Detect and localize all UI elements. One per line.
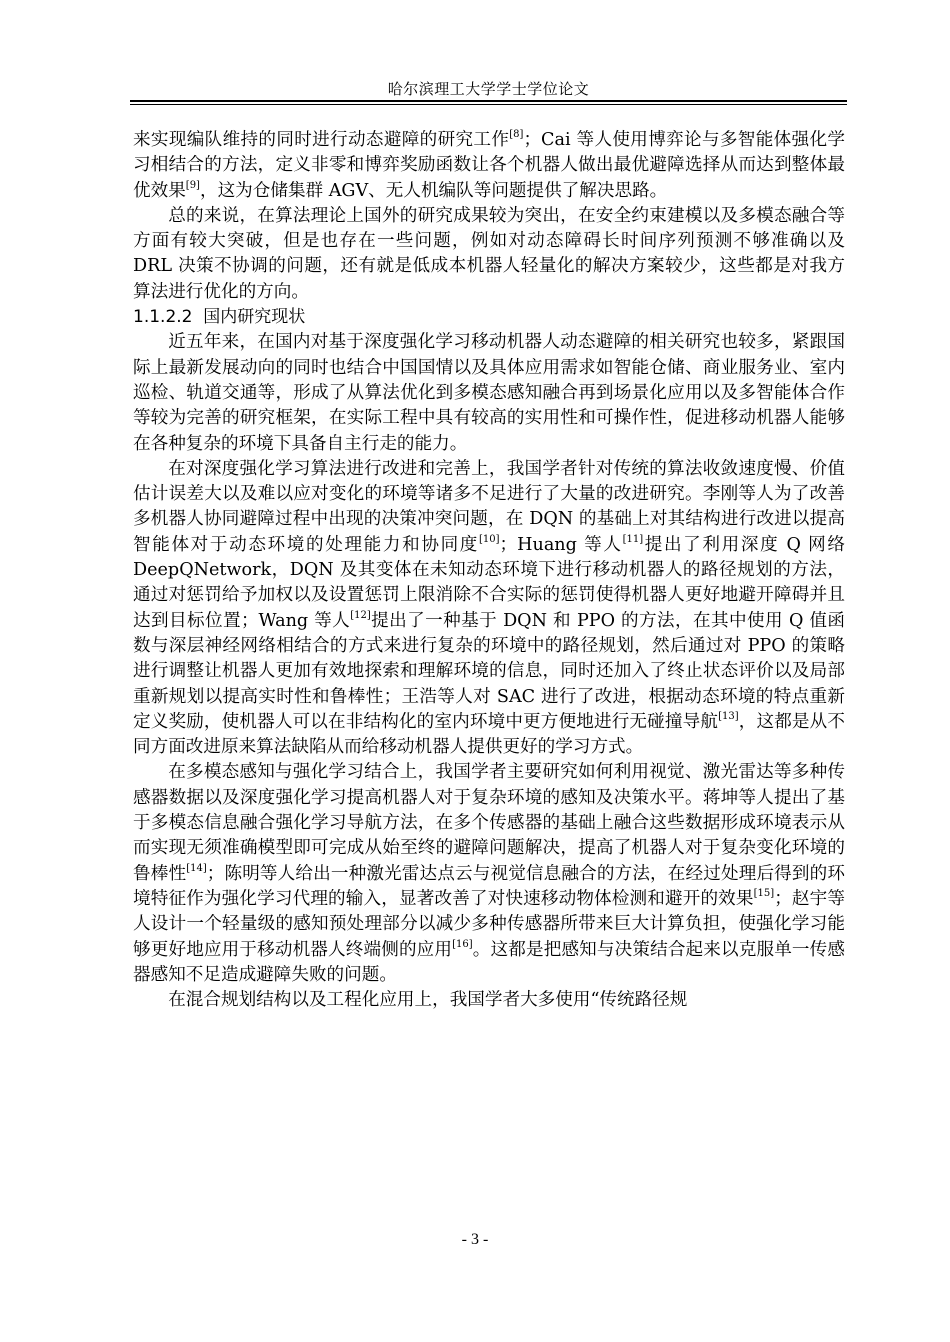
citation: [10]: [479, 533, 500, 545]
body-text: [133, 128, 845, 1013]
citation: [9]: [185, 179, 200, 191]
paragraph-algorithm-improvement: 在对深度强化学习算法进行改进和完善上，我国学者针对传统的算法收敛速度慢、价值估计误差大以及难以应对变化的环境等诸多不足进行了大量的改进研究。李刚等人为了改善多机器人协同避障过程中出现的决策冲突问题，在 DQN 的基础上对其结构进行改进以提高智能体对于动态环境的处理能力和协同度[10]；Huang 等人[11]提出了利用深度 Q 网络 DeepQNetwork，DQN 及其变体在未知动态环境下进行移动机器人的路径规划的方法，通过对惩罚给予加权以及设置惩罚上限消除不合实际的惩罚使得机器人更好地避开障碍并且达到目标位置；Wang 等人[12]提出了一种基于 DQN 和 PPO 的方法，在其中使用 Q 值函数与深层神经网络相结合的方式来进行复杂的环境中的路径规划，然后通过对 PPO 的策略进行调整让机器人更加有效地探索和理解环境的信息，同时还加入了终止状态评价以及局部重新规划以提高实时性和鲁棒性；王浩等人对 SAC 进行了改进，根据动态环境的特点重新定义奖励，使机器人可以在非结构化的室内环境中更方便地进行无碰撞导航[13]，这都是从不同方面改进原来算法缺陷从而给移动机器人提供更好的学习方式。: [133, 458, 846, 758]
page-number: - 3 -: [461, 1231, 489, 1248]
running-header: 哈尔滨理工大学学士学位论文: [387, 80, 590, 98]
citation: [8]: [509, 129, 524, 141]
paragraph-multimodal: 在多模态感知与强化学习结合上，我国学者主要研究如何利用视觉、激光雷达等多种传感器数据以及深度强化学习提高机器人对于复杂环境的感知及决策水平。蒋坤等人提出了基于多模态信息融合强化学习导航方法，在多个传感器的基础上融合这些数据形成环境表示从而实现无须准确模型即可完成从始至终的避障问题解决，提高了机器人对于复杂变化环境的鲁棒性[14]；陈明等人给出一种激光雷达点云与视觉信息融合的方法，在经过处理后得到的环境特征作为强化学习代理的输入，显著改善了对快速移动物体检测和避开的效果[15]；赵宇等人设计一个轻量级的感知预处理部分以减少多种传感器所带来巨大计算负担，使强化学习能够更好地应用于移动机器人终端侧的应用[16]。这都是把感知与决策结合起来以克服单一传感器感知不足造成避障失败的问题。: [133, 762, 845, 985]
section-title: 国内研究现状: [203, 307, 306, 328]
citation: [12]: [350, 609, 371, 621]
paragraph-hybrid-planning: 在混合规划结构以及工程化应用上，我国学者大多使用“传统路径规: [168, 990, 688, 1011]
citation: [14]: [186, 862, 207, 874]
paragraph-continued: 来实现编队维持的同时进行动态避障的研究工作[8]；Cai 等人使用博弈论与多智能体强化学习相结合的方法，定义非零和博弈奖励函数让各个机器人做出最优避障选择从而达到整体最优效果[9]，这为仓储集群 AGV、无人机编队等问题提供了解决思路。: [133, 129, 845, 201]
citation: [11]: [622, 533, 644, 545]
paragraph-summary: 总的来说，在算法理论上国外的研究成果较为突出，在安全约束建模以及多模态融合等方面有较大突破，但是也存在一些问题，例如对动态障碍长时间序列预测不够准确以及 DRL 决策不协调的问题，还有就是低成本机器人轻量化的解决方案较少，这些都是对我方算法进行优化的方向。: [133, 205, 845, 302]
citation: [15]: [753, 888, 775, 900]
section-heading: [133, 305, 845, 330]
citation: [13]: [718, 710, 739, 722]
citation: [16]: [452, 938, 473, 950]
header-rule-thin: [130, 104, 847, 105]
section-number: 1.1.2.2: [133, 307, 193, 328]
header-rule-thick: [130, 100, 847, 102]
paragraph-domestic-overview: 近五年来，在国内对基于深度强化学习移动机器人动态避障的相关研究也较多，紧跟国际上最新发展动向的同时也结合中国国情以及具体应用需求如智能仓储、商业服务业、室内巡检、轨道交通等，形成了从算法优化到多模态感知融合再到场景化应用以及多智能体合作等较为完善的研究框架，在实际工程中具有较高的实用性和可操作性，促进移动机器人能够在各种复杂的环境下具备自主行走的能力。: [133, 332, 845, 454]
